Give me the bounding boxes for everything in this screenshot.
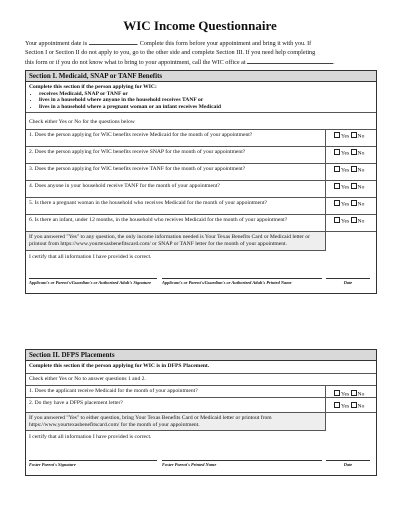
question-row (26, 129, 376, 147)
date-label: Date (343, 462, 353, 467)
question-text: 3. Does the person applying for WIC benefits receive TANF for the month of your appointment? (26, 164, 326, 180)
certify-text: I certify that all information I have provided is correct. (29, 253, 152, 260)
date-label: Date (343, 279, 353, 285)
yes-checkbox[interactable] (334, 200, 340, 206)
question-row (26, 386, 376, 398)
printed-name-label: Foster Parent's Printed Name (162, 462, 217, 467)
foster-signature-line[interactable] (29, 460, 157, 467)
printed-name-label: Applicant's or Parent's/Guardian's or Authorized Adult's Printed Name (162, 279, 292, 285)
section-1-certify (26, 251, 376, 293)
question-text: 2. Does the person applying for WIC benefits receive SNAP for the month of your appointment? (26, 147, 326, 163)
yes-no-choices (331, 181, 376, 191)
yes-label: Yes (341, 403, 350, 410)
instruction-bullet: • lives in a household where a pregnant woman or an infant receives Medicaid (39, 104, 373, 111)
yes-no-choices (331, 164, 376, 174)
yes-label: Yes (341, 391, 350, 398)
section-1-instruction (26, 82, 376, 113)
appointment-date-blank[interactable] (89, 38, 137, 45)
question-row (26, 398, 376, 413)
no-label: No (357, 150, 365, 157)
yes-label: Yes (341, 218, 350, 225)
check-instruction: Check either Yes or No to answer questions 1 and 2. (26, 374, 376, 386)
yes-no-choices (331, 215, 376, 225)
yes-no-choices (331, 198, 376, 208)
instruction-text: Complete this section if the person applying for WIC: (29, 84, 157, 90)
question-row (26, 215, 376, 232)
intro-paragraph (25, 38, 377, 67)
question-text: 1. Does the applicant receive Medicaid for the month of your appointment? (26, 386, 326, 397)
section-2-header: Section II. DFPS Placements (26, 350, 376, 361)
yes-checkbox[interactable] (334, 166, 340, 172)
yes-label: Yes (341, 201, 350, 208)
no-checkbox[interactable] (351, 390, 357, 396)
intro-text: this form or if you do not know what to bring to your appointment, call the WIC office at (25, 59, 246, 66)
wic-office-phone-blank[interactable] (247, 57, 333, 64)
yes-checkbox[interactable] (334, 390, 340, 396)
no-label: No (357, 201, 365, 208)
no-checkbox[interactable] (351, 200, 357, 206)
signature-label: Applicant's or Parent's/Guardian's or Authorized Adult's Signature (29, 279, 152, 285)
applicant-printed-name-line[interactable] (162, 278, 322, 285)
intro-text: Section I or Section II do not apply to you, go to the other side and complete Section III. If you need help completing (25, 49, 316, 56)
section-2-instruction: Complete this section if the person applying for WIC is in DFPS Placement. (26, 361, 376, 374)
no-checkbox[interactable] (351, 217, 357, 223)
no-checkbox[interactable] (351, 132, 357, 138)
section-1-note: If you answered "Yes" to any question, the only income information needed is Your Texas Benefits Card or Medicaid letter or printout from https://www.yourtexasbenefitscard.com/ or SNAP or TANF letter for the month of your appointment. (26, 232, 326, 251)
no-label: No (357, 184, 365, 191)
instruction-bullet: • receives Medicaid, SNAP or TANF or (39, 91, 373, 98)
question-row (26, 198, 376, 215)
yes-label: Yes (341, 150, 350, 157)
certify-text: I certify that all information I have provided is correct. (29, 434, 152, 440)
yes-no-choices (331, 147, 376, 157)
question-row (26, 181, 376, 198)
no-label: No (357, 391, 365, 398)
instruction-bullet: • lives in a household where anyone in the household receives TANF or (39, 97, 373, 104)
yes-checkbox[interactable] (334, 402, 340, 408)
no-label: No (357, 133, 365, 140)
date-line[interactable] (326, 278, 370, 285)
section-1 (25, 70, 377, 294)
intro-text: Your appointment date is (25, 40, 88, 47)
yes-label: Yes (341, 184, 350, 191)
section-2 (25, 349, 377, 476)
check-instruction: Check either Yes or No for the questions below (29, 119, 135, 126)
question-text: 6. Is there an infant, under 12 months, in the household who receives Medicaid for the month of your appointment? (26, 215, 326, 231)
yes-checkbox[interactable] (334, 183, 340, 189)
foster-printed-name-line[interactable] (162, 460, 322, 467)
question-text: 2. Do they have a DFPS placement letter? (26, 398, 326, 412)
question-text: 4. Does anyone in your household receive TANF for the month of your appointment? (26, 181, 326, 197)
instruction-list (29, 91, 373, 111)
yes-checkbox[interactable] (334, 217, 340, 223)
no-label: No (357, 167, 365, 174)
no-label: No (357, 218, 365, 225)
no-label: No (357, 403, 365, 410)
signature-label: Foster Parent's Signature (29, 462, 76, 467)
yes-label: Yes (341, 167, 350, 174)
no-checkbox[interactable] (351, 183, 357, 189)
intro-text: . (333, 59, 335, 66)
no-checkbox[interactable] (351, 149, 357, 155)
yes-no-choices (331, 398, 376, 410)
yes-checkbox[interactable] (334, 132, 340, 138)
no-checkbox[interactable] (351, 166, 357, 172)
question-text: 1. Does the person applying for WIC benefits receive Medicaid for the month of your appointment? (26, 130, 326, 146)
section-2-note: If you answered "Yes" to either question, bring Your Texas Benefits Card or Medicaid letter or printout from https://www.yourtexasbenefitscard.com/ for the month of your appointment. (26, 413, 326, 431)
form-title: WIC Income Questionnaire (123, 18, 277, 33)
applicant-signature-line[interactable] (29, 278, 157, 285)
date-line[interactable] (326, 460, 370, 467)
question-text: 5. Is there a pregnant woman in the household who receives Medicaid for the month of your appointment? (26, 198, 326, 214)
yes-no-choices (331, 386, 376, 398)
yes-checkbox[interactable] (334, 149, 340, 155)
question-row (26, 147, 376, 164)
intro-text: . Complete this form before your appointment and bring it with you. If (136, 40, 312, 47)
no-checkbox[interactable] (351, 402, 357, 408)
section-2-certify (26, 431, 376, 475)
yes-label: Yes (341, 133, 350, 140)
question-row (26, 164, 376, 181)
yes-no-choices (331, 130, 376, 140)
section-1-header: Section I. Medicaid, SNAP or TANF Benefits (26, 71, 376, 82)
